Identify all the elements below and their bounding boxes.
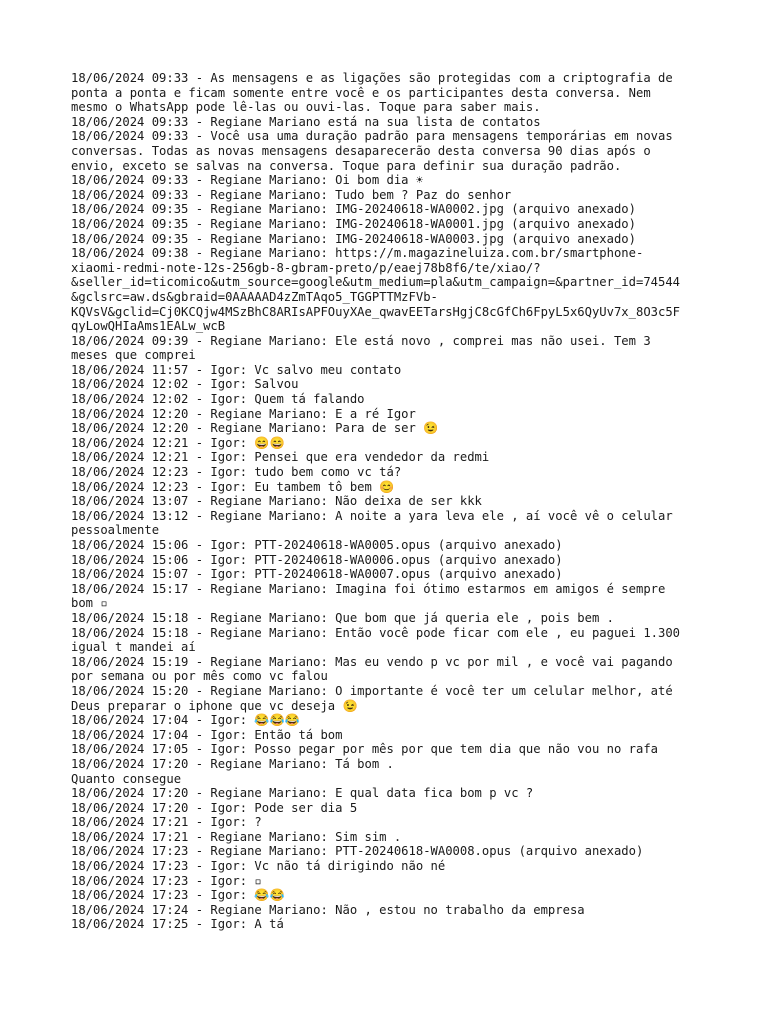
message-line: 18/06/2024 09:33 - As mensagens e as ligações são protegidas com a criptografia de ponta a ponta e ficam somente entre você e os participantes desta conversa. Nem mesmo o WhatsApp pode lê-las ou ouvi-las. Toque para saber mais. bbox=[71, 71, 673, 115]
message-line: 18/06/2024 09:33 - Regiane Mariano: Oi bom dia ☀ bbox=[71, 173, 424, 188]
message-line: 18/06/2024 17:24 - Regiane Mariano: Não , estou no trabalho da empresa bbox=[71, 902, 585, 917]
message-line: 18/06/2024 09:35 - Regiane Mariano: IMG-20240618-WA0002.jpg (arquivo anexado) bbox=[71, 202, 636, 217]
message-line: 18/06/2024 15:18 - Regiane Mariano: Que bom que já queria ele , pois bem . bbox=[71, 610, 614, 625]
message-line: 18/06/2024 17:21 - Igor: ? bbox=[71, 815, 262, 830]
message-line: 18/06/2024 15:19 - Regiane Mariano: Mas eu vendo p vc por mil , e você vai pagando por semana ou por mês como vc falou bbox=[71, 654, 673, 684]
message-line: 18/06/2024 09:33 - Regiane Mariano está na sua lista de contatos bbox=[71, 114, 541, 129]
message-line: 18/06/2024 09:38 - Regiane Mariano: https://m.magazineluiza.com.br/smartphone- xiaomi-redmi-note-12s-256gb-8-gbram-preto/p/eaej78b8f6/te/xiao/? &seller_id=ticomico&utm_source=google&utm_medium=pla&utm_campaign=&partner_id=74544 &gclsrc=aw.ds&gbraid=0AAAAAD4zZmTAqo5_TGGPTTMzFVb- KQVsV&gclid=Cj0KCQjw4MSzBhC8ARIsAPFOuyXAe_qwavEETarsHgjC8cGfCh6FpyL5x6QyUv7x_8O3c5F qyLowQHIaAms1EALw_wcB bbox=[71, 246, 681, 334]
message-line: 18/06/2024 17:23 - Igor: Vc não tá dirigindo não né bbox=[71, 859, 446, 874]
message-line: 18/06/2024 17:04 - Igor: 😂😂😂 bbox=[71, 713, 300, 728]
message-line: 18/06/2024 15:17 - Regiane Mariano: Imagina foi ótimo estarmos em amigos é sempre bom ▫ bbox=[71, 581, 666, 611]
message-line: 18/06/2024 17:23 - Igor: 😂😂 bbox=[71, 888, 285, 903]
message-line: 18/06/2024 15:06 - Igor: PTT-20240618-WA0006.opus (arquivo anexado) bbox=[71, 552, 563, 567]
message-line: 18/06/2024 17:20 - Regiane Mariano: Tá bom . Quanto consegue bbox=[71, 756, 394, 786]
message-line: 18/06/2024 17:25 - Igor: A tá bbox=[71, 917, 284, 932]
message-line: 18/06/2024 12:20 - Regiane Mariano: Para de ser 😉 bbox=[71, 421, 439, 436]
message-line: 18/06/2024 17:05 - Igor: Posso pegar por mês por que tem dia que não vou no rafa bbox=[71, 742, 658, 757]
message-line: 18/06/2024 09:33 - Regiane Mariano: Tudo bem ? Paz do senhor bbox=[71, 187, 512, 202]
message-line: 18/06/2024 11:57 - Igor: Vc salvo meu contato bbox=[71, 362, 402, 377]
chat-transcript-page bbox=[71, 71, 711, 932]
message-line: 18/06/2024 09:35 - Regiane Mariano: IMG-20240618-WA0003.jpg (arquivo anexado) bbox=[71, 231, 636, 246]
message-line: 18/06/2024 17:04 - Igor: Então tá bom bbox=[71, 727, 343, 742]
message-line: 18/06/2024 09:39 - Regiane Mariano: Ele está novo , comprei mas não usei. Tem 3 meses que comprei bbox=[71, 333, 651, 363]
message-line: 18/06/2024 12:23 - Igor: Eu tambem tô bem 😊 bbox=[71, 479, 395, 494]
message-line: 18/06/2024 15:20 - Regiane Mariano: O importante é você ter um celular melhor, até Deus preparar o iphone que vc deseja 😉 bbox=[71, 683, 673, 713]
message-line: 18/06/2024 12:02 - Igor: Salvou bbox=[71, 377, 299, 392]
message-line: 18/06/2024 12:21 - Igor: 😄😄 bbox=[71, 435, 285, 450]
message-line: 18/06/2024 17:21 - Regiane Mariano: Sim sim . bbox=[71, 829, 402, 844]
message-line: 18/06/2024 15:07 - Igor: PTT-20240618-WA0007.opus (arquivo anexado) bbox=[71, 567, 563, 582]
transcript-lines bbox=[71, 71, 711, 932]
message-line: 18/06/2024 09:35 - Regiane Mariano: IMG-20240618-WA0001.jpg (arquivo anexado) bbox=[71, 216, 636, 231]
message-line: 18/06/2024 12:02 - Igor: Quem tá falando bbox=[71, 392, 365, 407]
message-line: 18/06/2024 12:21 - Igor: Pensei que era vendedor da redmi bbox=[71, 450, 490, 465]
message-line: 18/06/2024 15:18 - Regiane Mariano: Então você pode ficar com ele , eu paguei 1.300 igual t mandei aí bbox=[71, 625, 681, 655]
message-line: 18/06/2024 17:20 - Igor: Pode ser dia 5 bbox=[71, 800, 358, 815]
message-line: 18/06/2024 13:07 - Regiane Mariano: Não deixa de ser kkk bbox=[71, 494, 482, 509]
message-line: 18/06/2024 13:12 - Regiane Mariano: A noite a yara leva ele , aí você vê o celular pessoalmente bbox=[71, 508, 673, 538]
message-line: 18/06/2024 17:23 - Igor: ▫ bbox=[71, 873, 262, 888]
message-line: 18/06/2024 15:06 - Igor: PTT-20240618-WA0005.opus (arquivo anexado) bbox=[71, 538, 563, 552]
message-line: 18/06/2024 09:33 - Você usa uma duração padrão para mensagens temporárias em novas conversas. Todas as novas mensagens desaparecerão desta conversa 90 dias após o envio, exceto se salvas na conversa. Toque para definir sua duração padrão. bbox=[71, 129, 673, 173]
message-line: 18/06/2024 12:23 - Igor: tudo bem como vc tá? bbox=[71, 465, 402, 480]
message-line: 18/06/2024 17:23 - Regiane Mariano: PTT-20240618-WA0008.opus (arquivo anexado) bbox=[71, 844, 644, 859]
message-line: 18/06/2024 17:20 - Regiane Mariano: E qual data fica bom p vc ? bbox=[71, 786, 534, 801]
message-line: 18/06/2024 12:20 - Regiane Mariano: E a ré Igor bbox=[71, 406, 416, 421]
